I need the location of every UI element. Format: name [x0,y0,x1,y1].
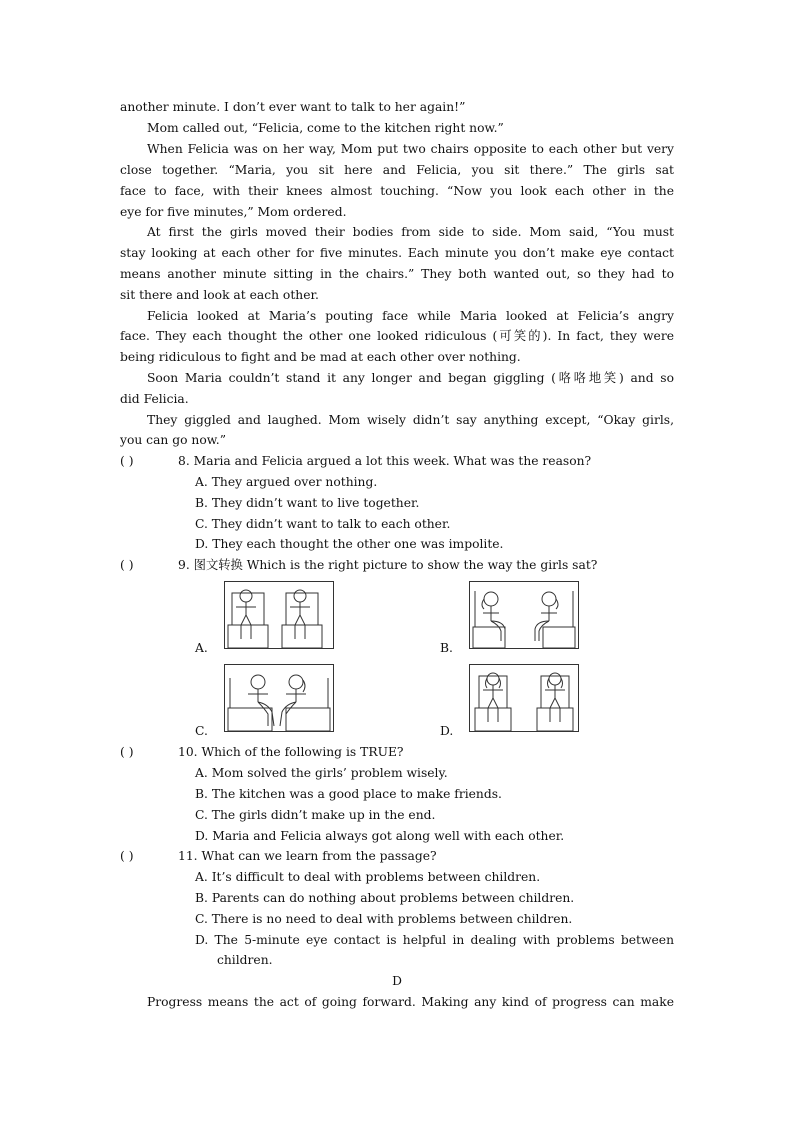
passage-line: At first the girls moved their bodies from side to side. Mom said, “You must [147,225,674,239]
picture-a-illustration [224,581,334,649]
passage-line: Mom called out, “Felicia, come to the kitchen right now.” [147,121,504,135]
option-c: C. There is no need to deal with problems between children. [195,912,573,926]
option-a: A. It’s difficult to deal with problems between children. [195,870,541,884]
option-b: B. Parents can do nothing about problems between children. [195,891,575,905]
option-d-continued: children. [217,953,273,967]
question-stem: 8. Maria and Felicia argued a lot this week. What was the reason? [178,454,592,468]
passage-d-heading: D [392,974,402,988]
passage-line: They giggled and laughed. Mom wisely didn’t say anything except, “Okay girls, [147,413,674,427]
answer-blank[interactable]: ( ) [120,849,134,863]
picture-label-d: D. [440,724,454,738]
passage-line: stay looking at each other for five minutes. Each minute you don’t make eye contact [120,246,674,260]
question-stem: 10. Which of the following is TRUE? [178,745,404,759]
question-8 [120,451,591,471]
option-a: A. They argued over nothing. [195,475,378,489]
option-c: C. They didn’t want to talk to each other. [195,517,451,531]
option-a: A. Mom solved the girls’ problem wisely. [195,766,448,780]
passage-line: sit there and look at each other. [120,288,319,302]
option-b: B. The kitchen was a good place to make friends. [195,787,502,801]
passage-line: did Felicia. [120,392,189,406]
question-11 [120,846,437,866]
passage-line: Felicia looked at Maria’s pouting face while Maria looked at Felicia’s angry [147,309,674,323]
question-stem: 9. 图文转换 Which is the right picture to show the way the girls sat? [178,558,598,572]
question-stem: 11. What can we learn from the passage? [178,849,437,863]
option-d: D. The 5-minute eye contact is helpful in dealing with problems between [195,933,674,947]
picture-label-a: A. [195,641,208,655]
question-10 [120,742,404,762]
answer-blank[interactable]: ( ) [120,454,134,468]
passage-line: Soon Maria couldn’t stand it any longer and began giggling (咯咯地笑) and so [147,371,674,385]
picture-d-two-girls-facing-front [469,664,579,732]
picture-label-b: B. [440,641,453,655]
option-c: C. The girls didn’t make up in the end. [195,808,436,822]
option-d: D. They each thought the other one was impolite. [195,537,504,551]
picture-b-two-girls-sideways [469,581,579,649]
option-b: B. They didn’t want to live together. [195,496,420,510]
option-d: D. Maria and Felicia always got along well with each other. [195,829,565,843]
passage-line: face to face, with their knees almost touching. “Now you look each other in the [120,184,674,198]
picture-c-two-girls-face-to-face [224,664,334,732]
answer-blank[interactable]: ( ) [120,558,134,572]
picture-c-illustration [224,664,334,732]
picture-a-two-girls-side-by-side [224,581,334,649]
passage-line: being ridiculous to fight and be mad at each other over nothing. [120,350,521,364]
passage-line: Progress means the act of going forward. Making any kind of progress can make [147,995,674,1009]
picture-label-c: C. [195,724,208,738]
question-9 [120,555,597,575]
picture-d-illustration [469,664,579,732]
passage-line: When Felicia was on her way, Mom put two chairs opposite to each other but very [147,142,674,156]
passage-line: means another minute sitting in the chairs.” They both wanted out, so they had to [120,267,674,281]
passage-line: close together. “Maria, you sit here and Felicia, you sit there.” The girls sat [120,163,674,177]
answer-blank[interactable]: ( ) [120,745,134,759]
passage-line: another minute. I don’t ever want to talk to her again!” [120,100,466,114]
passage-line: face. They each thought the other one looked ridiculous (可笑的). In fact, they were [120,329,674,343]
picture-b-illustration [469,581,579,649]
passage-line: eye for five minutes,” Mom ordered. [120,205,347,219]
passage-line: you can go now.” [120,433,226,447]
